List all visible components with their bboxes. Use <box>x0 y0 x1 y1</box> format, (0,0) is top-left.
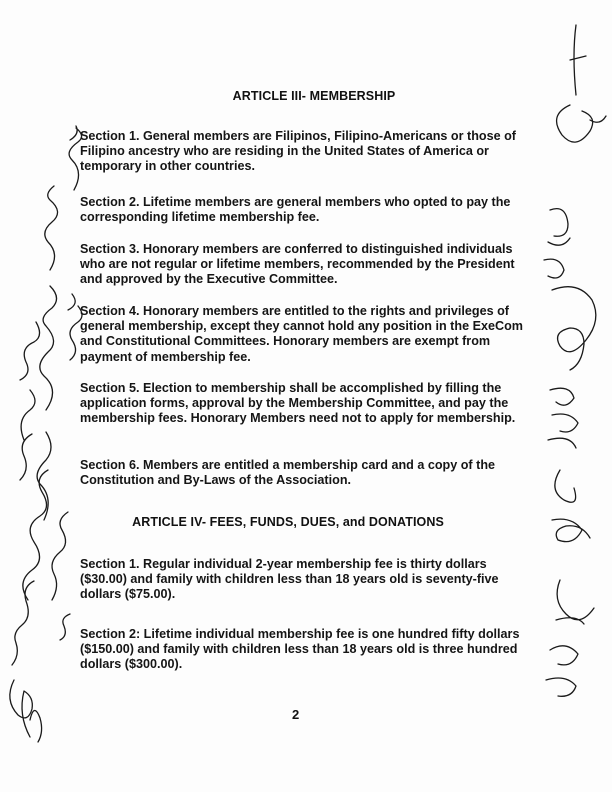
left-margin-signatures <box>0 80 90 770</box>
article-3-section-2: Section 2. Lifetime members are general members who opted to pay the corresponding lifetime membership fee. <box>80 195 511 225</box>
article-3-heading: ARTICLE III- MEMBERSHIP <box>232 89 396 103</box>
article-3-section-3: Section 3. Honorary members are conferred to distinguished individuals who are not regular or lifetime members, recommended by the President and approved by the Executive Committee. <box>80 242 515 287</box>
right-margin-signatures <box>530 20 612 720</box>
article-3-section-6: Section 6. Members are entitled a membership card and a copy of the Constitution and By-Laws of the Association. <box>80 458 496 488</box>
page-number: 2 <box>292 707 300 722</box>
article-4-section-2: Section 2: Lifetime individual membership fee is one hundred fifty dollars ($150.00) and family with children less than 18 years old is three hundred dollars ($300.00). <box>80 627 520 672</box>
article-3-section-4: Section 4. Honorary members are entitled to the rights and privileges of general membership, except they cannot hold any position in the ExeCom and Constitutional Committees. Honorary members are exempt from payment of membership fee. <box>80 304 523 364</box>
article-3-section-1: Section 1. General members are Filipinos, Filipino-Americans or those of Filipino ancestry who are residing in the United States of America or temporary in other countries. <box>80 129 516 174</box>
article-4-heading: ARTICLE IV- FEES, FUNDS, DUES, and DONATIONS <box>132 515 444 529</box>
article-3-section-5: Section 5. Election to membership shall be accomplished by filling the application forms, approval by the Membership Committee, and pay the membership fees. Honorary Members need not to apply for membership. <box>80 381 516 426</box>
article-4-section-1: Section 1. Regular individual 2-year membership fee is thirty dollars ($30.00) and family with children less than 18 years old is seventy-five dollars ($75.00). <box>80 557 499 602</box>
